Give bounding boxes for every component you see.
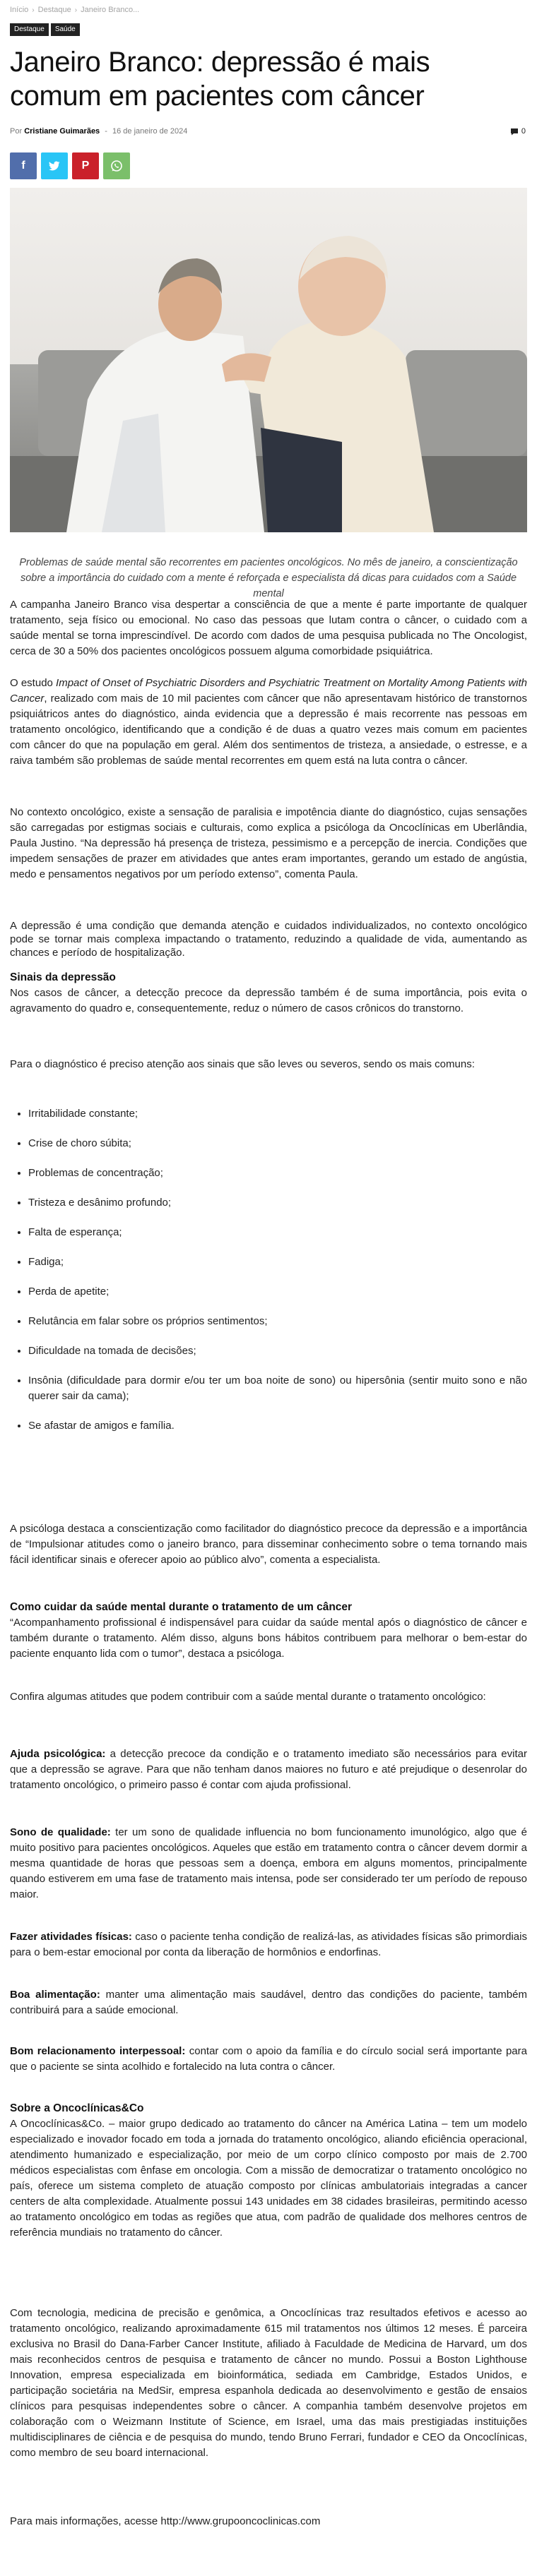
paragraph: Nos casos de câncer, a detecção precoce da depressão também é de suma importância, pois evita o agravamento do quadro e, consequentemente, reduz o número de casos crônicos do transtorno. [10,987,527,1014]
chevron-right-icon: › [32,6,35,14]
share-whatsapp-button[interactable] [103,152,130,179]
hug-photo-illustration [10,188,527,532]
section-heading: Sobre a Oncoclínicas&Co [10,2102,144,2114]
tip-psychological [10,1747,527,1793]
featured-image [10,188,527,532]
paragraph [10,1929,527,1960]
paragraph [10,1987,527,2018]
signs-intro [10,1057,527,1072]
paragraph-text: , realizado com mais de 10 mil pacientes com câncer que não apresentavam histórico de transtornos psiquiátricos antes do diagnóstico, ainda evidencia que a depressão é mais recorrente nas pessoas em tratamento oncológico, identificando que a condição é de duas a quatro vezes mais comum em pacientes com câncer do que na população em geral. Além dos sentimentos de tristeza, a ansiedade, o estresse, e a raiva também são problemas de saúde mental recorrentes em quem está na luta contra o câncer. [10,693,527,767]
tip-label: Bom relacionamento interpessoal: [10,2045,186,2057]
list-item: • Problemas de concentração; [28,1166,527,1181]
signs-list-wrapper [10,1106,527,1448]
post-meta [10,127,527,136]
tip-label: Boa alimentação: [10,1989,100,2001]
paragraph: A depressão é uma condição que demanda atenção e cuidados individualizados, no contexto oncológico pode se tornar mais complexa impactando o tratamento, reduzindo a qualidade de vida, aumentando as chances e período de hospitalização. [10,920,527,959]
pinterest-icon: P [81,160,90,172]
section-heading: Sinais da depressão [10,971,116,983]
list-item: • Se afastar de amigos e família. [28,1418,527,1434]
article-body-1 [10,597,527,659]
paragraph [10,2044,527,2075]
list-item: • Insônia (dificuldade para dormir e/ou ter um boa noite de sono) ou hipersônia (sentir muito sono e não querer sair da cama); [28,1373,527,1404]
list-item: • Perda de apetite; [28,1284,527,1300]
article-body-4 [10,919,527,959]
article-body-7 [10,1521,527,1568]
tip-label: Fazer atividades físicas: [10,1931,132,1943]
care-intro [10,1689,527,1705]
tip-text: contar com o apoio da família e do círculo social será importante para que o paciente se sinta acolhido e fortalecido na luta contra o câncer. [10,2045,527,2073]
paragraph: “Acompanhamento profissional é indispensável para cuidar da saúde mental após o diagnóstico de câncer e também durante o tratamento. Além disso, alguns bons hábitos contribuem para melhorar o bem-estar do paciente enquanto lida com o tumor”, destaca a psicóloga. [10,1617,527,1660]
category-tag-destaque[interactable]: Destaque [10,23,49,36]
facebook-icon: f [21,160,25,172]
image-caption: Problemas de saúde mental são recorrentes em pacientes oncológicos. No mês de janeiro, a conscientização sobre a importância do cuidado com a mente é reforçada e especialista dá dicas para cuidados com a Saúde mental [19,557,518,599]
tip-sleep [10,1825,527,1903]
list-item: • Falta de esperança; [28,1225,527,1240]
article-body-2 [10,676,527,769]
article-body-3 [10,805,527,882]
paragraph: A Oncoclínicas&Co. – maior grupo dedicado ao tratamento do câncer na América Latina – tem um modelo especializado e inovador focado em toda a jornada do tratamento oncológico, aliando eficiência operacional, atendimento humanizado e especialização, por meio de um corpo clínico composto por mais de 2.700 médicos especialistas com ênfase em oncologia. Com a missão de democratizar o tratamento oncológico no país, oferece um sistema completo de atuação composto por clínicas ambulatoriais integradas a cancer centers de alta complexidade. Atualmente possui 143 unidades em 38 cidades brasileiras, permitindo acesso ao tratamento oncológico em todas as regiões que atua, com padrão de qualidade dos melhores centros de referência mundiais no tratamento do câncer. [10,2118,527,2239]
section-heading: Como cuidar da saúde mental durante o tratamento de um câncer [10,1601,353,1613]
paragraph [10,2514,527,2529]
comments-link[interactable] [510,127,526,136]
paragraph-text: Para mais informações, acesse [10,2515,161,2527]
paragraph [10,1825,527,1903]
care-section [10,1600,527,1662]
signs-section [10,970,527,1017]
paragraph [10,1747,527,1793]
paragraph: Confira algumas atitudes que podem contribuir com a saúde mental durante o tratamento oncológico: [10,1691,486,1703]
breadcrumb-current: Janeiro Branco... [81,6,140,14]
chevron-right-icon: › [74,6,78,14]
breadcrumb-home[interactable]: Início [10,6,29,14]
twitter-icon [49,161,60,171]
tip-text: manter uma alimentação mais saudável, dentro das condições do paciente, também contribuirá para a saúde emocional. [10,1989,527,2016]
category-tags [10,23,80,36]
about-section [10,2101,527,2241]
author-prefix: Por [10,127,23,136]
share-pinterest-button[interactable] [72,152,99,179]
paragraph: Com tecnologia, medicina de precisão e genômica, a Oncoclínicas traz resultados efetivos e acesso ao tratamento oncológico, realizando aproximadamente 615 mil tratamentos nos últimos 12 meses. É parceira exclusiva no Brasil do Dana-Farber Cancer Institute, afiliado à Faculdade de Medicina de Harvard, um dos mais reconhecidos centros de pesquisa e tratamento de câncer no mundo. Possui a Boston Lighthouse Innovation, empresa especializada em bioinformática, sediada em Cambridge, Estados Unidos, e participação societária na MedSir, empresa espanhola dedicada ao desenvolvimento e gestão de ensaios clínicos para pesquisas independentes sobre o câncer. A companhia também desenvolve projetos em colaboração com o Weizmann Institute of Science, em Israel, uma das mais prestigiadas instituições multidisciplinares de ciência e de pesquisa do mundo, tendo Bruno Ferrari, fundador e CEO da Oncoclínicas, como membro de seu board internacional. [10,2307,527,2459]
whatsapp-icon [110,160,123,172]
paragraph: A psicóloga destaca a conscientização como facilitador do diagnóstico precoce da depressão e a importância de “Impulsionar atitudes como o janeiro branco, para disseminar conhecimento sobre o tema tornando mais fácil identificar sinais e oferecer apoio ao público alvo”, comenta a especialista. [10,1523,527,1566]
comment-icon [510,128,519,136]
share-facebook-button[interactable] [10,152,37,179]
tip-text: ter um sono de qualidade influencia no bom funcionamento imunológico, algo que é muito positivo para pacientes oncológicos. Aqueles que estão em tratamento contra o câncer devem dormir a mesma quantidade de horas que pessoas sem a doença, embora em alguns momentos, principalmente quando estiverem em uma fase de tratamento mais intensa, pode ser considerado ter um período de repouso maior. [10,1826,527,1900]
tip-text: caso o paciente tenha condição de realizá-las, as atividades físicas são primordiais para o bem-estar emocional por conta da liberação de hormônios e endorfinas. [10,1931,527,1958]
paragraph [10,676,527,769]
paragraph-text: O estudo [10,677,57,689]
tip-label: Ajuda psicológica: [10,1748,106,1760]
tip-food [10,1987,527,2018]
list-item: • Irritabilidade constante; [28,1106,527,1122]
list-item: • Fadiga; [28,1254,527,1270]
breadcrumb-category[interactable]: Destaque [37,6,71,14]
tip-exercise [10,1929,527,1960]
meta-separator: - [105,127,107,136]
comments-count: 0 [521,127,526,136]
category-tag-saude[interactable]: Saúde [51,23,80,36]
tip-text: a detecção precoce da condição e o tratamento imediato são necessários para evitar que a depressão se agrave. Para que não tenham danos maiores no futuro e até prejudique o desenrolar do tratamento oncológico, o primeiro passo é contar com ajuda profissional. [10,1748,527,1791]
paragraph: No contexto oncológico, existe a sensação de paralisia e impotência diante do diagnóstico, cujas sensações são carregadas por estigmas sociais e culturais, como explica a psicóloga da Oncoclínicas em Uberlândia, Paula Justino. “Na depressão há presença de tristeza, pessimismo e a percepção de inercia. Condições que impedem sensações de prazer em atividades que antes eram importantes, gerando um estado de angústia, medo e pensamentos negativos por um período extenso”, comenta Paula. [10,806,527,880]
breadcrumb [10,6,139,14]
article-body-12 [10,2514,527,2529]
study-title: Impact of Onset of Psychiatric Disorders and Psychiatric Treatment on Mortality Among Patients with Cancer [10,677,527,705]
share-twitter-button[interactable] [41,152,68,179]
article-body-11 [10,2306,527,2461]
website-link[interactable]: http://www.grupooncoclinicas.com [160,2515,321,2527]
list-item: • Crise de choro súbita; [28,1136,527,1151]
share-bar [10,152,130,179]
tip-label: Sono de qualidade: [10,1826,111,1838]
paragraph: Para o diagnóstico é preciso atenção aos sinais que são leves ou severos, sendo os mais comuns: [10,1058,475,1070]
list-item: • Relutância em falar sobre os próprios sentimentos; [28,1314,527,1329]
author-name[interactable]: Cristiane Guimarães [24,127,100,136]
page-title: Janeiro Branco: depressão é mais comum em pacientes com câncer [10,47,430,112]
post-date: 16 de janeiro de 2024 [112,127,188,136]
tip-relationships [10,2044,527,2075]
signs-list [10,1106,527,1434]
paragraph: A campanha Janeiro Branco visa despertar a consciência de que a mente é parte importante de qualquer tratamento, seja físico ou emocional. No caso das pessoas que lutam contra o câncer, o cuidado com a saúde mental se torna imprescindível. De acordo com dados de uma pesquisa publicada no The Oncologist, cerca de 30 a 50% dos pacientes oncológicos possuem alguma comorbidade psiquiátrica. [10,599,527,657]
list-item: • Tristeza e desânimo profundo; [28,1195,527,1211]
list-item: • Dificuldade na tomada de decisões; [28,1343,527,1359]
